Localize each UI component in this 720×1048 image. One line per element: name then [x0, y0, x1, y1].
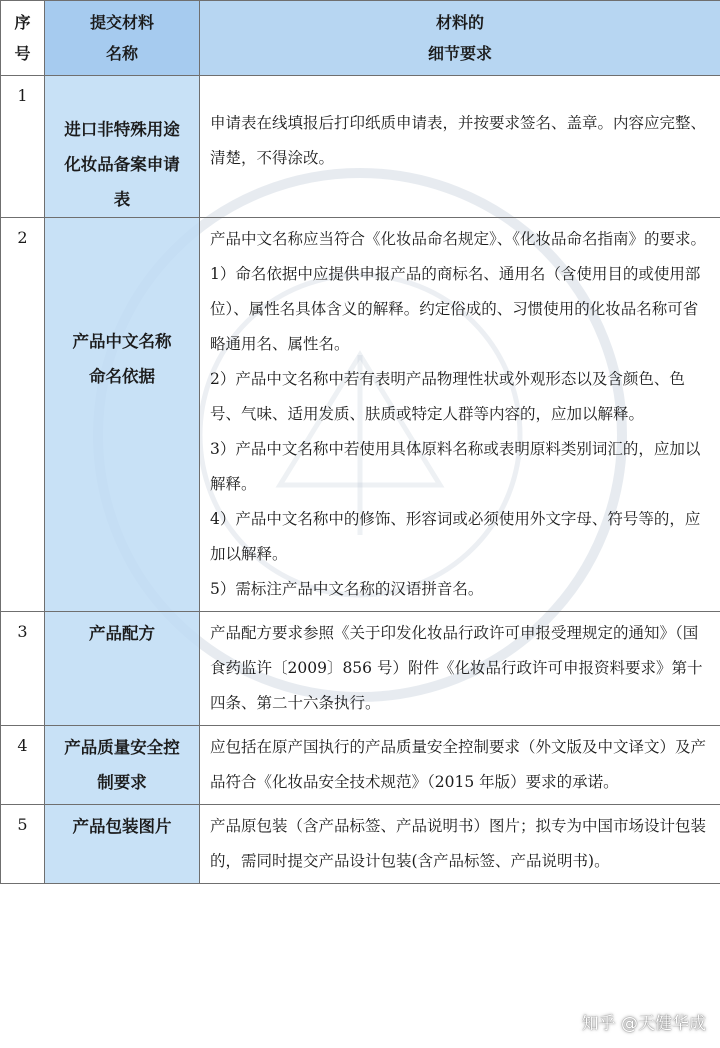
header-name-line: 提交材料	[89, 13, 154, 32]
row-detail	[200, 726, 720, 805]
row-detail	[200, 76, 720, 218]
header-detail-line: 细节要求	[427, 44, 492, 63]
row-name-line: 进口非特殊用途	[64, 120, 180, 139]
row-name	[45, 218, 200, 612]
table-row	[1, 612, 720, 726]
header-no-line: 序	[14, 13, 31, 32]
row-number	[1, 612, 45, 726]
row-name	[45, 726, 200, 805]
row-name-line: 产品质量安全控	[64, 738, 180, 757]
row-detail	[200, 218, 720, 612]
header-no-line: 号	[14, 44, 31, 63]
row-name-line: 表	[113, 190, 131, 209]
source-credit: 知乎 @天健华成	[581, 1014, 706, 1034]
header-no	[1, 1, 45, 76]
detail-paragraph: 申请表在线填报后打印纸质申请表，并按要求签名、盖章。内容应完整、清楚，不得涂改。	[210, 114, 707, 167]
row-number-text: 2	[17, 228, 28, 247]
header-name-line: 名称	[105, 44, 138, 63]
row-number	[1, 76, 45, 218]
row-name-line: 化妆品备案申请	[64, 155, 180, 174]
row-name	[45, 612, 200, 726]
detail-paragraph: 应包括在原产国执行的产品质量安全控制要求（外文版及中文译文）及产品符合《化妆品安全技术规范》（2015 年版）要求的承诺。	[210, 738, 707, 791]
table-row	[1, 76, 720, 218]
detail-paragraph: 5）需标注产品中文名称的汉语拼音名。	[210, 580, 484, 598]
table-row	[1, 218, 720, 612]
row-number	[1, 726, 45, 805]
row-name-line: 产品中文名称	[72, 332, 172, 351]
detail-paragraph: 4）产品中文名称中的修饰、形容词或必须使用外文字母、符号等的，应加以解释。	[210, 510, 701, 563]
header-detail-line: 材料的	[435, 13, 484, 32]
header-detail	[200, 1, 720, 76]
detail-paragraph: 产品原包装（含产品标签、产品说明书）图片；拟专为中国市场设计包装的，需同时提交产品设计包装(含产品标签、产品说明书)。	[210, 817, 707, 870]
row-name	[45, 805, 200, 884]
detail-paragraph: 产品中文名称应当符合《化妆品命名规定》、《化妆品命名指南》的要求。	[210, 230, 707, 248]
row-number-text: 4	[17, 736, 28, 755]
row-name	[45, 76, 200, 218]
row-detail	[200, 805, 720, 884]
row-number	[1, 805, 45, 884]
row-number-text: 5	[17, 815, 28, 834]
row-detail	[200, 612, 720, 726]
detail-paragraph: 2）产品中文名称中若有表明产品物理性状或外观形态以及含颜色、色号、气味、适用发质、肤质或特定人群等内容的，应加以解释。	[210, 370, 685, 423]
row-name-line: 制要求	[97, 773, 147, 792]
table-row	[1, 726, 720, 805]
detail-paragraph: 1）命名依据中应提供申报产品的商标名、通用名（含使用目的或使用部位）、属性名具体含义的解释。约定俗成的、习惯使用的化妆品名称可省略通用名、属性名。	[210, 265, 701, 353]
detail-paragraph: 产品配方要求参照《关于印发化妆品行政许可申报受理规定的通知》（国食药监许〔2009〕856 号）附件《化妆品行政许可申报资料要求》第十四条、第二十六条执行。	[210, 624, 703, 712]
row-name-line: 产品包装图片	[72, 817, 172, 836]
row-name-line: 命名依据	[89, 367, 155, 386]
row-number-text: 1	[17, 86, 28, 105]
row-name-line: 产品配方	[89, 624, 155, 643]
row-number	[1, 218, 45, 612]
header-row	[1, 1, 720, 76]
table-row	[1, 805, 720, 884]
header-name	[45, 1, 200, 76]
detail-paragraph: 3）产品中文名称中若使用具体原料名称或表明原料类别词汇的，应加以解释。	[210, 440, 701, 493]
row-number-text: 3	[17, 622, 28, 641]
